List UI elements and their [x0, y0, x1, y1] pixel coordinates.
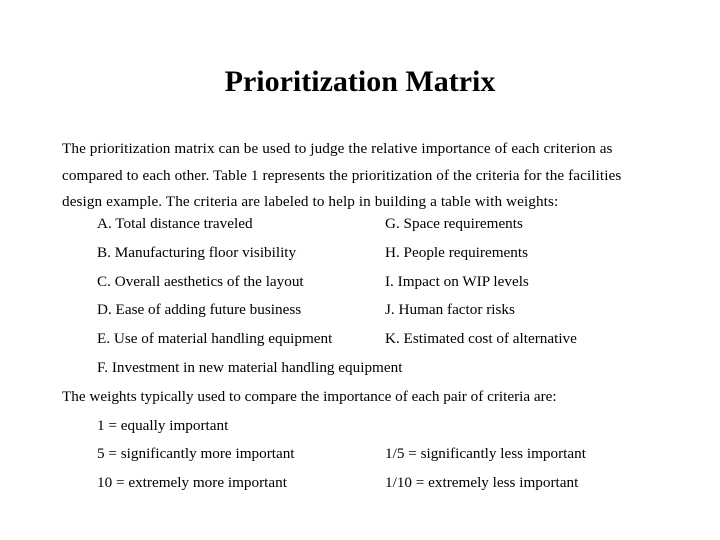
criterion-i: I. Impact on WIP levels [385, 273, 529, 290]
weights-intro: The weights typically used to compare the importance of each pair of criteria are: [62, 388, 557, 405]
criterion-e: E. Use of material handling equipment [97, 330, 333, 347]
criterion-b: B. Manufacturing floor visibility [97, 244, 297, 261]
weight-significantly-more: 5 = significantly more important [97, 445, 295, 462]
intro-line: design example. The criteria are labeled to help in building a table with weights: [62, 193, 559, 210]
intro-line: The prioritization matrix can be used to judge the relative importance of each criterion as [62, 140, 613, 157]
criterion-f: F. Investment in new material handling equipment [97, 359, 403, 376]
weight-significantly-less: 1/5 = significantly less important [385, 445, 586, 462]
criterion-g: G. Space requirements [385, 215, 523, 232]
slide-title: Prioritization Matrix [224, 65, 496, 98]
intro-line: compared to each other. Table 1 represents the prioritization of the criteria for the facilities [62, 166, 622, 184]
criterion-c: C. Overall aesthetics of the layout [97, 273, 304, 290]
weight-extremely-less: 1/10 = extremely less important [385, 474, 579, 491]
intro-paragraph [62, 136, 662, 216]
criterion-j: J. Human factor risks [385, 301, 515, 318]
weight-extremely-more: 10 = extremely more important [97, 474, 287, 491]
criterion-h: H. People requirements [385, 244, 528, 261]
criterion-k: K. Estimated cost of alternative [385, 330, 577, 347]
criterion-d: D. Ease of adding future business [97, 301, 302, 318]
criterion-a: A. Total distance traveled [97, 215, 253, 232]
weight-equal: 1 = equally important [97, 417, 229, 434]
